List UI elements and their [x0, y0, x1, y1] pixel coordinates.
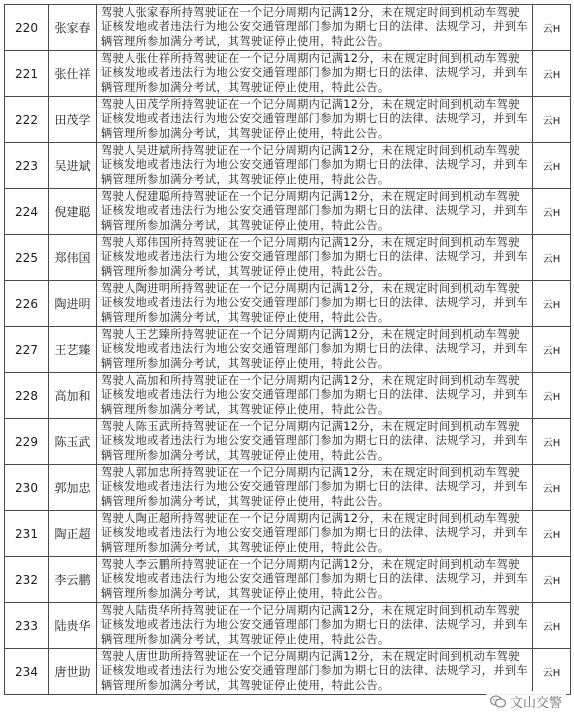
- driver-name: 王艺臻: [49, 327, 97, 373]
- row-number: 222: [5, 97, 49, 143]
- license-origin: 云H: [533, 419, 571, 465]
- notice-text: 驾驶人郭加忠所持驾驶证在一个记分周期内记满12分，未在规定时间到机动车驾驶证核发地或者违法行为地公安交通管理部门参加为期七日的法律、法规学习，并到车辆管理所参加满分考试，其驾驶证停止使用，特此公告。: [97, 465, 533, 511]
- table-row: [5, 5, 571, 51]
- driver-name: 田茂学: [49, 97, 97, 143]
- row-number: 233: [5, 603, 49, 649]
- notice-text: 驾驶人王艺臻所持驾驶证在一个记分周期内记满12分，未在规定时间到机动车驾驶证核发地或者违法行为地公安交通管理部门参加为期七日的法律、法规学习，并到车辆管理所参加满分考试，其驾驶证停止使用，特此公告。: [97, 327, 533, 373]
- watermark-text: 文山交警: [509, 696, 562, 711]
- license-origin: 云H: [533, 281, 571, 327]
- license-origin: 云H: [533, 603, 571, 649]
- table-row: [5, 511, 571, 557]
- driver-name: 陶进明: [49, 281, 97, 327]
- row-number: 234: [5, 649, 49, 695]
- driver-name: 唐世助: [49, 649, 97, 695]
- row-number: 225: [5, 235, 49, 281]
- driver-name: 陈玉武: [49, 419, 97, 465]
- account-watermark: [486, 691, 566, 712]
- notice-text: 驾驶人张仕祥所持驾驶证在一个记分周期内记满12分，未在规定时间到机动车驾驶证核发地或者违法行为地公安交通管理部门参加为期七日的法律、法规学习，并到车辆管理所参加满分考试，其驾驶证停止使用，特此公告。: [97, 51, 533, 97]
- table-row: [5, 143, 571, 189]
- row-number: 223: [5, 143, 49, 189]
- driver-name: 张家春: [49, 5, 97, 51]
- notice-text: 驾驶人郑伟国所持驾驶证在一个记分周期内记满12分，未在规定时间到机动车驾驶证核发地或者违法行为地公安交通管理部门参加为期七日的法律、法规学习，并到车辆管理所参加满分考试，其驾驶证停止使用，特此公告。: [97, 235, 533, 281]
- row-number: 232: [5, 557, 49, 603]
- table-row: [5, 419, 571, 465]
- notice-text: 驾驶人李云鹏所持驾驶证在一个记分周期内记满12分，未在规定时间到机动车驾驶证核发地或者违法行为地公安交通管理部门参加为期七日的法律、法规学习，并到车辆管理所参加满分考试，其驾驶证停止使用，特此公告。: [97, 557, 533, 603]
- license-origin: 云H: [533, 51, 571, 97]
- table-row: [5, 235, 571, 281]
- notice-text: 驾驶人陶进明所持驾驶证在一个记分周期内记满12分，未在规定时间到机动车驾驶证核发地或者违法行为地公安交通管理部门参加为期七日的法律、法规学习，并到车辆管理所参加满分考试，其驾驶证停止使用，特此公告。: [97, 281, 533, 327]
- license-origin: 云H: [533, 511, 571, 557]
- driver-name: 吴进斌: [49, 143, 97, 189]
- table-row: [5, 97, 571, 143]
- row-number: 227: [5, 327, 49, 373]
- table-row: [5, 557, 571, 603]
- row-number: 230: [5, 465, 49, 511]
- driver-name: 郑伟国: [49, 235, 97, 281]
- license-origin: 云H: [533, 235, 571, 281]
- notice-text: 驾驶人田茂学所持驾驶证在一个记分周期内记满12分，未在规定时间到机动车驾驶证核发地或者违法行为地公安交通管理部门参加为期七日的法律、法规学习，并到车辆管理所参加满分考试，其驾驶证停止使用，特此公告。: [97, 97, 533, 143]
- driver-name: 高加和: [49, 373, 97, 419]
- license-origin: 云H: [533, 649, 571, 695]
- driver-name: 倪建聪: [49, 189, 97, 235]
- driver-name: 李云鹏: [49, 557, 97, 603]
- license-origin: 云H: [533, 373, 571, 419]
- table-row: [5, 649, 571, 695]
- license-origin: 云H: [533, 143, 571, 189]
- driver-name: 郭加忠: [49, 465, 97, 511]
- notice-table-container: [4, 4, 570, 695]
- table-body: [5, 5, 571, 695]
- driver-name: 陆贵华: [49, 603, 97, 649]
- suspended-license-table: [4, 4, 571, 695]
- notice-text: 驾驶人吴进斌所持驾驶证在一个记分周期内记满12分，未在规定时间到机动车驾驶证核发地或者违法行为地公安交通管理部门参加为期七日的法律、法规学习，并到车辆管理所参加满分考试，其驾驶证停止使用，特此公告。: [97, 143, 533, 189]
- row-number: 229: [5, 419, 49, 465]
- table-row: [5, 189, 571, 235]
- license-origin: 云H: [533, 465, 571, 511]
- license-origin: 云H: [533, 557, 571, 603]
- table-row: [5, 465, 571, 511]
- row-number: 220: [5, 5, 49, 51]
- table-row: [5, 281, 571, 327]
- table-row: [5, 603, 571, 649]
- row-number: 231: [5, 511, 49, 557]
- notice-text: 驾驶人倪建聪所持驾驶证在一个记分周期内记满12分，未在规定时间到机动车驾驶证核发地或者违法行为地公安交通管理部门参加为期七日的法律、法规学习，并到车辆管理所参加满分考试，其驾驶证停止使用，特此公告。: [97, 189, 533, 235]
- wechat-official-account-icon: [490, 695, 506, 708]
- license-origin: 云H: [533, 5, 571, 51]
- notice-text: 驾驶人陶正超所持驾驶证在一个记分周期内记满12分，未在规定时间到机动车驾驶证核发地或者违法行为地公安交通管理部门参加为期七日的法律、法规学习，并到车辆管理所参加满分考试，其驾驶证停止使用，特此公告。: [97, 511, 533, 557]
- notice-text: 驾驶人陆贵华所持驾驶证在一个记分周期内记满12分，未在规定时间到机动车驾驶证核发地或者违法行为地公安交通管理部门参加为期七日的法律、法规学习，并到车辆管理所参加满分考试，其驾驶证停止使用，特此公告。: [97, 603, 533, 649]
- row-number: 226: [5, 281, 49, 327]
- driver-name: 陶正超: [49, 511, 97, 557]
- table-row: [5, 327, 571, 373]
- row-number: 221: [5, 51, 49, 97]
- driver-name: 张仕祥: [49, 51, 97, 97]
- notice-text: 驾驶人高加和所持驾驶证在一个记分周期内记满12分，未在规定时间到机动车驾驶证核发地或者违法行为地公安交通管理部门参加为期七日的法律、法规学习，并到车辆管理所参加满分考试，其驾驶证停止使用，特此公告。: [97, 373, 533, 419]
- license-origin: 云H: [533, 327, 571, 373]
- row-number: 224: [5, 189, 49, 235]
- table-row: [5, 51, 571, 97]
- table-row: [5, 373, 571, 419]
- row-number: 228: [5, 373, 49, 419]
- notice-text: 驾驶人张家春所持驾驶证在一个记分周期内记满12分，未在规定时间到机动车驾驶证核发地或者违法行为地公安交通管理部门参加为期七日的法律、法规学习，并到车辆管理所参加满分考试，其驾驶证停止使用，特此公告。: [97, 5, 533, 51]
- license-origin: 云H: [533, 97, 571, 143]
- notice-text: 驾驶人唐世助所持驾驶证在一个记分周期内记满12分，未在规定时间到机动车驾驶证核发地或者违法行为地公安交通管理部门参加为期七日的法律、法规学习，并到车辆管理所参加满分考试，其驾驶证停止使用，特此公告。: [97, 649, 533, 695]
- notice-text: 驾驶人陈玉武所持驾驶证在一个记分周期内记满12分，未在规定时间到机动车驾驶证核发地或者违法行为地公安交通管理部门参加为期七日的法律、法规学习，并到车辆管理所参加满分考试，其驾驶证停止使用，特此公告。: [97, 419, 533, 465]
- license-origin: 云H: [533, 189, 571, 235]
